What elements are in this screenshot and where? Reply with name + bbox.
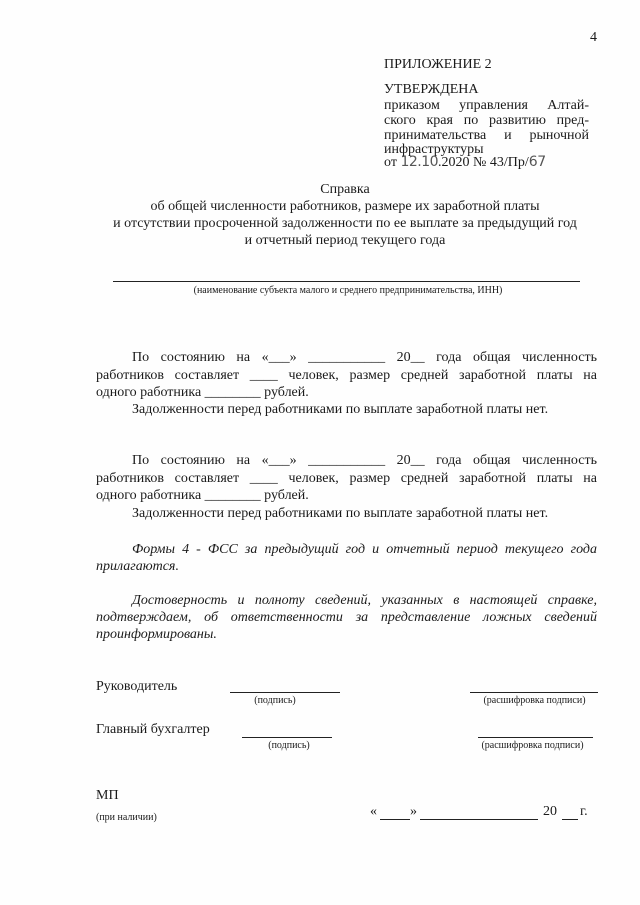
title-line-2: и отсутствии просроченной задолженности по ее выплате за предыдущий год xyxy=(113,216,577,231)
head-decode-caption: (расшифровка подписи) xyxy=(483,695,586,706)
block1-line1: По состоянию на «___» ___________ 20__ года общая численность xyxy=(132,350,597,365)
page-number: 4 xyxy=(590,30,597,45)
fss-note-line2: прилагаются. xyxy=(96,559,179,574)
confirm-note-line2: подтверждаем, об ответственности за представление ложных сведений xyxy=(96,610,597,625)
block2-line2: работников составляет ____ человек, размер средней заработной платы на xyxy=(96,471,597,486)
title-line-1: об общей численности работников, размере их заработной платы xyxy=(150,199,540,214)
date-month-line xyxy=(420,819,538,820)
block2-line1: По состоянию на «___» ___________ 20__ года общая численность xyxy=(132,453,597,468)
date-day-line xyxy=(380,819,410,820)
confirm-note-line3: проинформированы. xyxy=(96,627,217,642)
block2-line4: Задолженности перед работниками по выплате заработной платы нет. xyxy=(132,506,549,521)
order-number-handwritten: 67 xyxy=(528,154,546,170)
head-sign-caption: (подпись) xyxy=(254,695,296,706)
order-line-4: инфраструктуры xyxy=(384,142,484,157)
head-sign-line xyxy=(230,692,340,693)
accountant-label: Главный бухгалтер xyxy=(96,722,210,737)
block1-line2: работников составляет ____ человек, размер средней заработной платы на xyxy=(96,368,597,383)
order-line-3: принимательства и рыночной xyxy=(384,128,589,143)
stamp-label: МП xyxy=(96,788,119,803)
accountant-sign-line xyxy=(242,737,332,738)
subject-name-line xyxy=(113,281,580,282)
title-line-3: и отчетный период текущего года xyxy=(244,233,446,248)
date-year-prefix: 20 xyxy=(543,804,557,819)
date-year-line xyxy=(562,819,578,820)
date-open-quote: « xyxy=(370,804,377,819)
head-decode-line xyxy=(470,692,598,693)
block1-line4: Задолженности перед работниками по выплате заработной платы нет. xyxy=(132,402,549,417)
order-date-mid: .2020 № 43/Пр/ xyxy=(438,155,529,170)
subject-caption: (наименование субъекта малого и среднего предпринимательства, ИНН) xyxy=(193,285,503,296)
appendix-label: ПРИЛОЖЕНИЕ 2 xyxy=(384,57,492,72)
order-date-handwritten: 12.10 xyxy=(400,154,439,170)
date-year-suffix: г. xyxy=(580,804,588,819)
order-date-line xyxy=(384,154,546,171)
block2-line3: одного работника ________ рублей. xyxy=(96,488,309,503)
stamp-caption: (при наличии) xyxy=(96,812,157,823)
accountant-decode-line xyxy=(478,737,593,738)
block1-line3: одного работника ________ рублей. xyxy=(96,385,309,400)
accountant-decode-caption: (расшифровка подписи) xyxy=(481,740,584,751)
order-line-2: ского края по развитию пред- xyxy=(384,113,589,128)
document-title: Справка xyxy=(320,182,370,197)
fss-note-line1: Формы 4 - ФСС за предыдущий год и отчетный период текущего года xyxy=(132,542,597,557)
head-label: Руководитель xyxy=(96,679,178,694)
confirm-note-line1: Достоверность и полноту сведений, указанных в настоящей справке, xyxy=(132,593,597,608)
approved-label: УТВЕРЖДЕНА xyxy=(384,82,479,97)
accountant-sign-caption: (подпись) xyxy=(268,740,310,751)
order-date-prefix: от xyxy=(384,155,401,170)
order-line-1: приказом управления Алтай- xyxy=(384,98,589,113)
date-close-quote: » xyxy=(410,804,417,819)
